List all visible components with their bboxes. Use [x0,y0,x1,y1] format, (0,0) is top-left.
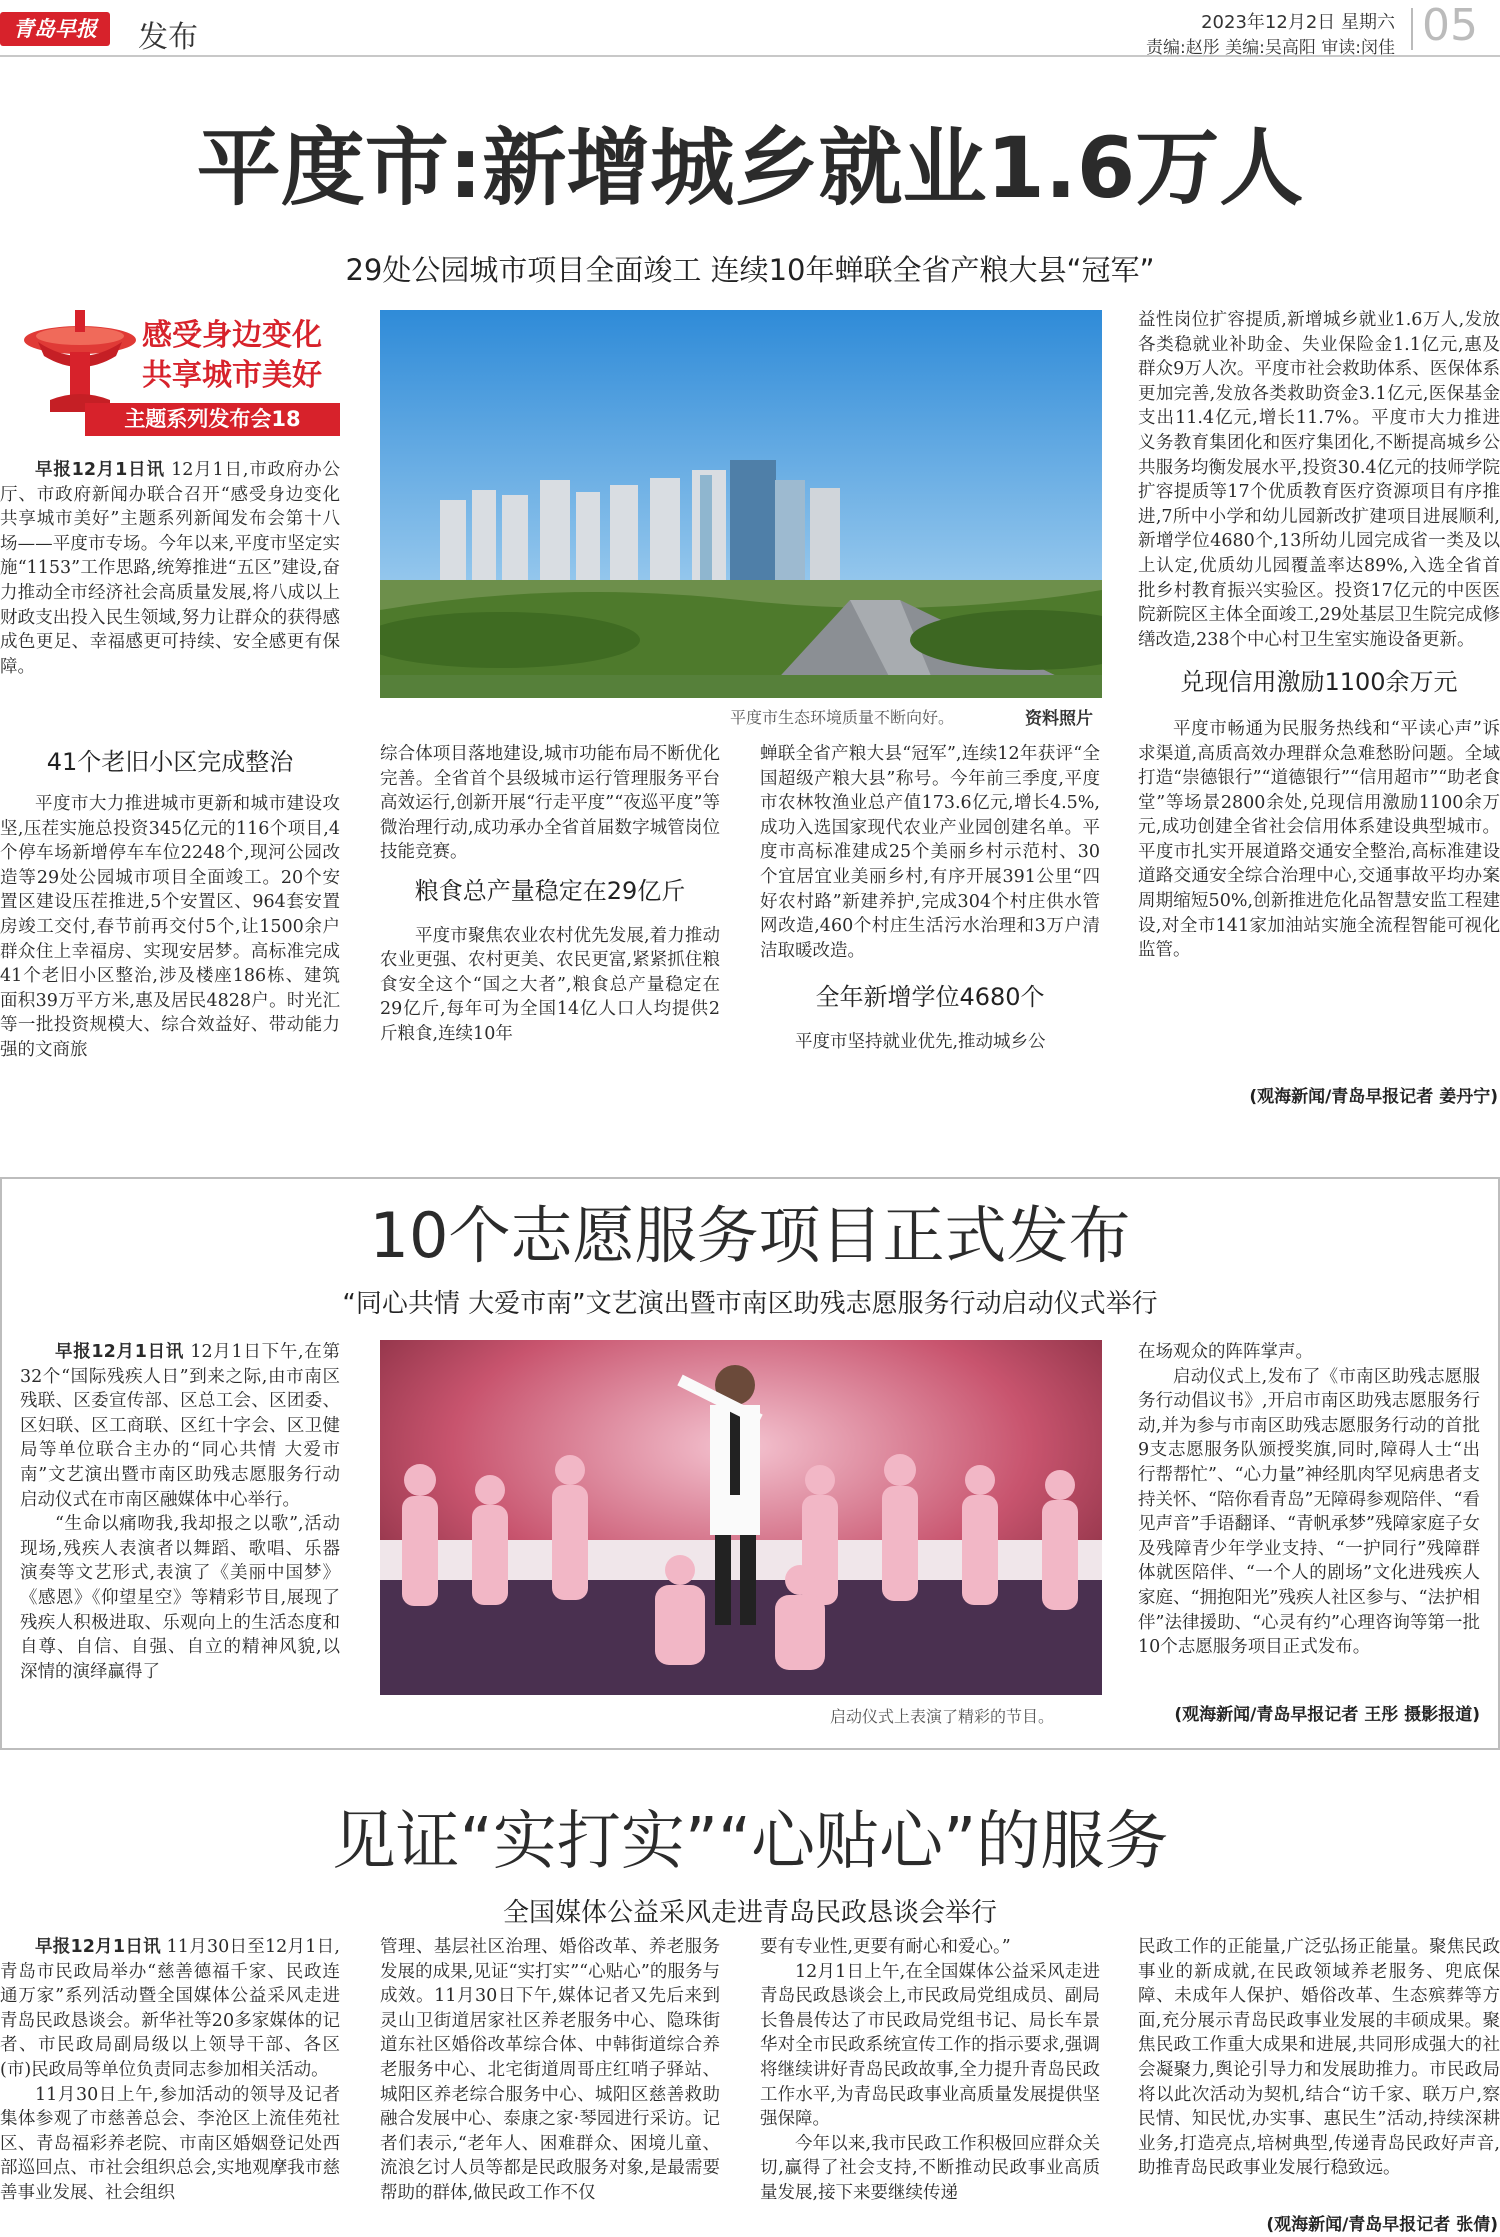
photo1-caption: 平度市生态环境质量不断向好。 [730,708,955,727]
masthead-logo: 青岛早报 [0,12,110,46]
lead-label: 早报12月1日讯 [35,1937,161,1957]
section-name: 发布 [138,20,198,55]
landmark-icon [20,300,140,420]
article1-heading1: 41个老旧小区完成整治 [46,748,294,776]
badge-banner: 主题系列发布会18 [85,403,340,436]
article3-col2: 管理、基层社区治理、婚俗改革、养老服务发展的成果,见证“实打实”“心贴心”的服务与成效。11月30日下午,媒体记者又先后来到灵山卫街道居家社区养老服务中心、隐珠街道东社区婚俗改革综合体、中韩街道综合养老服务中心、北宅街道周哥庄红哨子驿站、城阳区养老综合服务中心、城阳区慈善救助融合发展中心、泰康之家·琴园进行采访。记者们表示,“老年人、困难群众、困境儿童、流浪乞讨人员等都是民政服务对象,是最需要帮助的群体,做民政工作不仅 [380,1937,720,2203]
article1-subtitle: 29处公园城市项目全面竣工 连续10年蝉联全省产粮大县“冠军” [345,253,1155,287]
article2-subtitle: “同心共情 大爱市南”文艺演出暨市南区助残志愿服务行动启动仪式举行 [342,1289,1158,1319]
article1-col4: 益性岗位扩容提质,新增城乡就业1.6万人,发放各类稳就业补助金、失业保险金1.1亿元,惠及群众9万人次。平度市社会救助体系、医保体系更加完善,发放各类救助资金3.1亿元,医保基金支出11.4亿元,增长11.7%。平度市大力推进义务教育集团化和医疗集团化,不断提高城乡公共服务均衡发展水平,投资30.4亿元的技师学院扩容提质等17个优质教育医疗资源项目有序推进,7所中小学和幼儿园新改扩建项目进展顺利,新增学位4680个,13所幼儿园完成省一类及以上认定,优质幼儿园覆盖率达89%,入选全省首批乡村教育振兴实验区。投资17亿元的中医医院新院区主体全面竣工,29处基层卫生院完成修缮改造,238个中心村卫生室实施设备更新。 兑现信用激励1100余万元 平度市畅通为民服务热线和“平读心声”诉求渠道,高质高效办理群众急难愁盼问题。全域打造“崇德银行”“道德银行”“信用超市”“助老食堂”等场景2800余处,兑现信用激励1100余万元,成功创建全省社会信用体系建设典型城市。平度市扎实开展道路交通安全整治,高标准建设道路交通安全综合治理中心,交通事故平均办案周期缩短50%,创新推进危化品智慧安监工程建设,对全市141家加油站实施全流程智能可视化监管。 [1138,310,1500,961]
article1-heading4: 兑现信用激励1100余万元 [1180,668,1458,697]
lead-label: 早报12月1日讯 [55,1342,185,1362]
lead-label: 早报12月1日讯 [35,460,165,480]
article1-col3: 蝉联全省产粮大县“冠军”,连续12年获评“全国超级产粮大县”称号。今年前三季度,平度市农林牧渔业总产值173.6亿元,增长4.5%,成功入选国家现代农业产业园创建名单。平度市高标准建成25个美丽乡村示范村、30个宜居宜业美丽乡村,有序开展391公里“四好农村路”新建养护,完成304个村庄供水管网改造,460个村庄生活污水治理和3万户清洁取暖改造。 全年新增学位4680个 平度市坚持就业优先,推动城乡公 [760,744,1100,1052]
header-date: 2023年12月2日 星期六 [1201,12,1395,33]
article1-col2: 综合体项目落地建设,城市功能布局不断优化完善。全省首个县级城市运行管理服务平台高效运行,创新开展“行走平度”“夜巡平度”等微治理行动,成功承办全省首届数字城管岗位技能竞赛。 粮食总产量稳定在29亿斤 平度市聚焦农业农村优先发展,着力推动农业更强、农村更美、农民更富,紧紧抓住粮食安全这个“国之大者”,粮食总产量稳定在29亿斤,每年可为全国14亿人口人均提供2斤粮食,连续10年 [380,744,720,1044]
article2-col2: 在场观众的阵阵掌声。 启动仪式上,发布了《市南区助残志愿服务行动倡议书》,开启市南区助残志愿服务行动,并为参与市南区助残志愿服务行动的首批9支志愿服务队颁授奖旗,同时,障碍人士“出行帮帮忙”、“心力量”神经肌肉罕见病患者支持关怀、“陪你看青岛”无障碍参观陪伴、“看见声音”手语翻译、“青帆承梦”残障家庭子女及残障青少年学业支持、“一护同行”残障群体就医陪伴、“一个人的剧场”文化进残疾人家庭、“拥抱阳光”残疾人社区参与、“法护相伴”法律援助、“心灵有约”心理咨询等第一批10个志愿服务项目正式发布。 [1138,1342,1480,1658]
article1-credit: (观海新闻/青岛早报记者 姜丹宁) [1249,1087,1498,1107]
article3-col1: 早报12月1日讯 11月30日至12月1日,青岛市民政局举办“慈善德福千家、民政连通万家”系列活动暨全国媒体公益采风走进青岛民政恳谈会。新华社等20多家媒体的记者、市民政局副局级以上领导干部、各区(市)民政局等单位负责同志参加相关活动。 11月30日上午,参加活动的领导及记者集体参观了市慈善总会、李沧区上流佳苑社区、青岛福彩养老院、市南区婚姻登记处西部巡回点、市社会组织总会,实地观摩我市慈善事业发展、社会组织 [0,1937,340,2203]
article3-credit: (观海新闻/青岛早报记者 张倩) [1266,2215,1498,2235]
page-number: 05 [1422,0,1478,51]
photo2-caption: 启动仪式上表演了精彩的节目。 [830,1707,1055,1726]
article2-col1: 早报12月1日讯 12月1日下午,在第32个“国际残疾人日”到来之际,由市南区残联、区委宣传部、区总工会、区团委、区妇联、区工商联、区红十字会、区卫健局等单位联合主办的“同心共情 大爱市南”文艺演出暨市南区助残志愿服务行动启动仪式在市南区融媒体中心举行。 “生命以痛吻我,我却报之以歌”,活动现场,残疾人表演者以舞蹈、歌唱、乐器演奏等文艺形式,表演了《美丽中国梦》《感恩》《仰望星空》等精彩节目,展现了残疾人积极进取、乐观向上的生活态度和自尊、自信、自强、自立的精神风貌,以深情的演绎赢得了 [20,1342,340,1682]
city-skyline-photo [380,310,1102,698]
article1-heading3: 全年新增学位4680个 [815,983,1045,1012]
article1-heading2: 粮食总产量稳定在29亿斤 [414,876,686,905]
article2-title: 10个志愿服务项目正式发布 [369,1199,1131,1272]
header-divider [1411,8,1413,50]
article3-col4: 民政工作的正能量,广泛弘扬正能量。聚焦民政事业的新成就,在民政领域养老服务、兜底保障、未成年人保护、婚俗改革、生态殡葬等方面,充分展示青岛民政事业发展的丰硕成果。聚焦民政工作重大成果和进展,共同形成强大的社会凝聚力,舆论引导力和发展助推力。市民政局将以此次活动为契机,结合“访千家、联万户,察民情、知民忧,办实事、惠民生”活动,持续深耕业务,打造亮点,培树典型,传递青岛民政好声音,助推青岛民政事业发展行稳致远。 [1138,1937,1500,2179]
photo1-credit: 资料照片 [1025,709,1093,729]
badge-line1: 感受身边变化 [142,318,322,353]
article3-title: 见证“实打实”“心贴心”的服务 [331,1805,1169,1879]
article1-lead [0,458,340,718]
lead-text: 12月1日,市政府办公厅、市政府新闻办联合召开“感受身边变化 共享城市美好”主题系列新闻发布会第十八场——平度市专场。今年以来,平度市坚定实施“1153”工作思路,统筹推进“五区”建设,奋力推动全市经济社会高质量发展,将八成以上财政支出投入民生领域,努力让群众的获得感成色更足、幸福感更可持续、安全感更有保障。 [0,460,340,677]
badge-line2: 共享城市美好 [142,358,322,393]
performance-photo [380,1340,1102,1695]
lead-text: 11月30日至12月1日,青岛市民政局举办“慈善德福千家、民政连通万家”系列活动暨全国媒体公益采风走进青岛民政恳谈会。新华社等20多家媒体的记者、市民政局副局级以上领导干部、各区(市)民政局等单位负责同志参加相关活动。 [0,1937,340,2080]
article1-col1: 平度市大力推进城市更新和城市建设攻坚,压茬实施总投资345亿元的116个项目,4个停车场新增停车车位2248个,现河公园改造等29处公园城市项目全面竣工。20个安置区建设压茬推进,5个安置区、964套安置房竣工交付,春节前再交付5个,让1500余户群众住上幸福房、实现安居梦。高标准完成41个老旧小区整治,涉及楼座186栋、建筑面积39万平方米,惠及居民4828户。时光汇等一批投资规模大、综合效益好、带动能力强的文商旅 [0,794,340,1060]
series-badge [20,300,340,440]
article1-title: 平度市:新增城乡就业1.6万人 [196,119,1304,217]
header-editors: 责编:赵彤 美编:吴高阳 审读:闵佳 [1146,38,1395,58]
article2-credit: (观海新闻/青岛早报记者 王彤 摄影报道) [1174,1705,1480,1725]
lead-text: 12月1日下午,在第32个“国际残疾人日”到来之际,由市南区残联、区委宣传部、区总工会、区团委、区妇联、区工商联、区红十字会、区卫健局等单位联合主办的“同心共情 大爱市南”文艺演出暨市南区助残志愿服务行动启动仪式在市南区融媒体中心举行。 [20,1342,340,1510]
article3-col3: 要有专业性,更要有耐心和爱心。” 12月1日上午,在全国媒体公益采风走进青岛民政恳谈会上,市民政局党组成员、副局长鲁晨传达了市民政局党组书记、局长车景华对全市民政系统宣传工作的指示要求,强调将继续讲好青岛民政故事,全力提升青岛民政工作水平,为青岛民政事业高质量发展提供坚强保障。 今年以来,我市民政工作积极回应群众关切,赢得了社会支持,不断推动民政事业高质量发展,接下来要继续传递 [760,1937,1100,2203]
article3-subtitle: 全国媒体公益采风走进青岛民政恳谈会举行 [502,1898,997,1928]
